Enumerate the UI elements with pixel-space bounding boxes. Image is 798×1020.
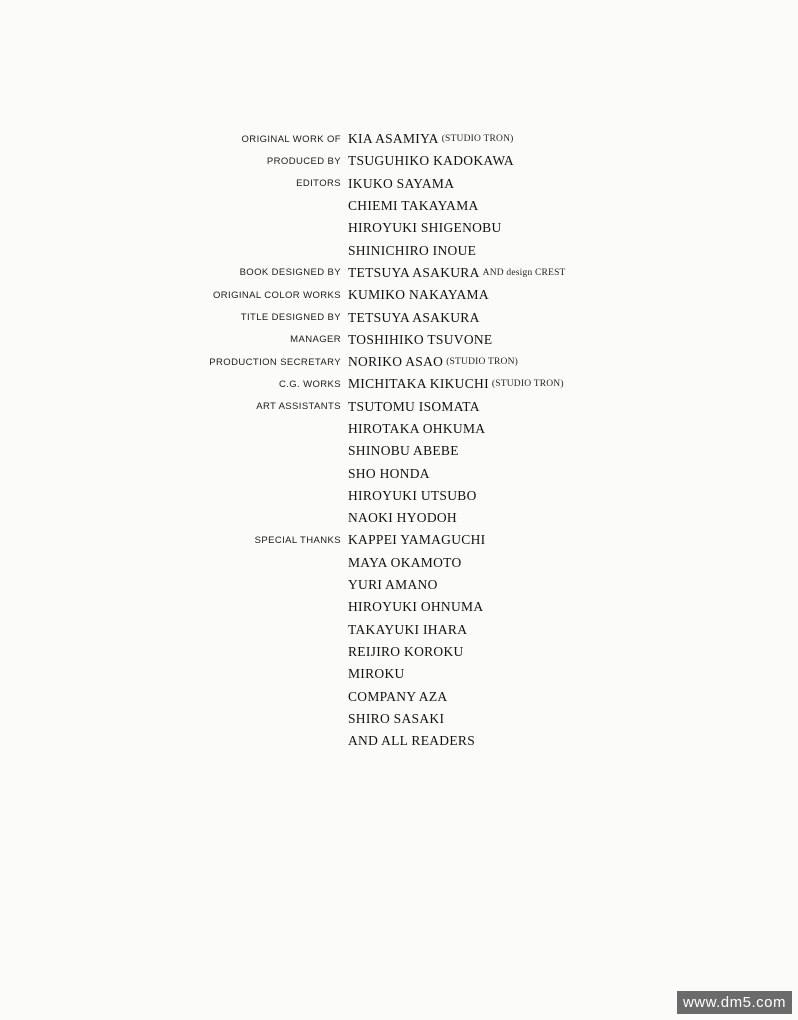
credit-row xyxy=(0,195,798,217)
credit-row xyxy=(0,306,798,328)
credit-name: YURI AMANO xyxy=(348,577,438,593)
credit-name: KUMIKO NAKAYAMA xyxy=(348,287,489,303)
credit-row xyxy=(0,150,798,172)
credit-note: (STUDIO TRON) xyxy=(446,357,519,368)
credit-name: KIA ASAMIYA xyxy=(348,131,439,147)
credit-row xyxy=(0,574,798,596)
watermark: www.dm5.com xyxy=(677,991,792,1014)
credit-role: EDITORS xyxy=(296,178,341,190)
credit-row xyxy=(0,641,798,663)
credit-name: TAKAYUKI IHARA xyxy=(348,621,468,637)
credit-name: TETSUYA ASAKURA xyxy=(348,264,480,280)
credit-name: NORIKO ASAO xyxy=(348,354,444,370)
credit-name: HIROYUKI UTSUBO xyxy=(348,487,477,503)
credit-name: SHO HONDA xyxy=(348,465,430,481)
credit-row xyxy=(0,529,798,551)
credit-role: ORIGINAL COLOR WORKS xyxy=(213,289,341,301)
credit-name: AND ALL READERS xyxy=(348,733,476,749)
credit-name: MAYA OKAMOTO xyxy=(348,554,462,570)
credit-name: KAPPEI YAMAGUCHI xyxy=(348,532,486,548)
credit-row xyxy=(0,351,798,373)
credit-name: TSUTOMU ISOMATA xyxy=(348,398,480,414)
credit-row xyxy=(0,373,798,395)
credit-note: (STUDIO TRON) xyxy=(441,134,514,145)
credit-role: ORIGINAL WORK OF xyxy=(241,133,341,145)
credit-row xyxy=(0,396,798,418)
credit-name: MIROKU xyxy=(348,666,405,682)
credit-row xyxy=(0,596,798,618)
credit-role: ART ASSISTANTS xyxy=(256,401,341,413)
credit-row xyxy=(0,619,798,641)
credit-role: C.G. WORKS xyxy=(278,378,341,390)
credit-row xyxy=(0,329,798,351)
credit-row xyxy=(0,262,798,284)
credit-name: SHINICHIRO INOUE xyxy=(348,242,477,258)
credit-row xyxy=(0,685,798,707)
credit-name: SHINOBU ABEBE xyxy=(348,443,459,459)
credit-note: (STUDIO TRON) xyxy=(491,379,564,390)
credit-role: TITLE DESIGNED BY xyxy=(240,312,341,324)
credit-row xyxy=(0,173,798,195)
credit-row xyxy=(0,239,798,261)
credit-role: MANAGER xyxy=(290,334,341,346)
credit-row xyxy=(0,128,798,150)
credit-row xyxy=(0,485,798,507)
credit-row xyxy=(0,418,798,440)
credit-name: CHIEMI TAKAYAMA xyxy=(348,198,479,214)
credit-name: TETSUYA ASAKURA xyxy=(348,309,480,325)
credit-role: BOOK DESIGNED BY xyxy=(239,267,341,279)
credit-name: TSUGUHIKO KADOKAWA xyxy=(348,153,514,169)
credit-name: SHIRO SASAKI xyxy=(348,710,445,726)
credit-row xyxy=(0,730,798,752)
credit-row xyxy=(0,552,798,574)
credit-row xyxy=(0,663,798,685)
credit-row xyxy=(0,217,798,239)
credit-name: HIROYUKI SHIGENOBU xyxy=(348,220,502,236)
credit-role: PRODUCTION SECRETARY xyxy=(209,356,341,368)
credit-name: MICHITAKA KIKUCHI xyxy=(348,376,489,392)
credit-row xyxy=(0,440,798,462)
credit-name: TOSHIHIKO TSUVONE xyxy=(348,331,493,347)
credits-list xyxy=(0,128,798,752)
credit-note: AND design CREST xyxy=(482,267,566,278)
credit-row xyxy=(0,708,798,730)
credit-name: HIROTAKA OHKUMA xyxy=(348,421,486,436)
credit-row xyxy=(0,284,798,306)
credit-role: SPECIAL THANKS xyxy=(254,534,341,546)
credit-row xyxy=(0,462,798,484)
credit-row xyxy=(0,507,798,529)
credit-role: PRODUCED BY xyxy=(266,155,341,167)
credit-name: COMPANY AZA xyxy=(348,688,448,704)
credit-name: REIJIRO KOROKU xyxy=(348,643,464,659)
credit-name: IKUKO SAYAMA xyxy=(348,175,455,191)
credit-name: NAOKI HYODOH xyxy=(348,510,457,526)
credit-name: HIROYUKI OHNUMA xyxy=(348,599,484,615)
